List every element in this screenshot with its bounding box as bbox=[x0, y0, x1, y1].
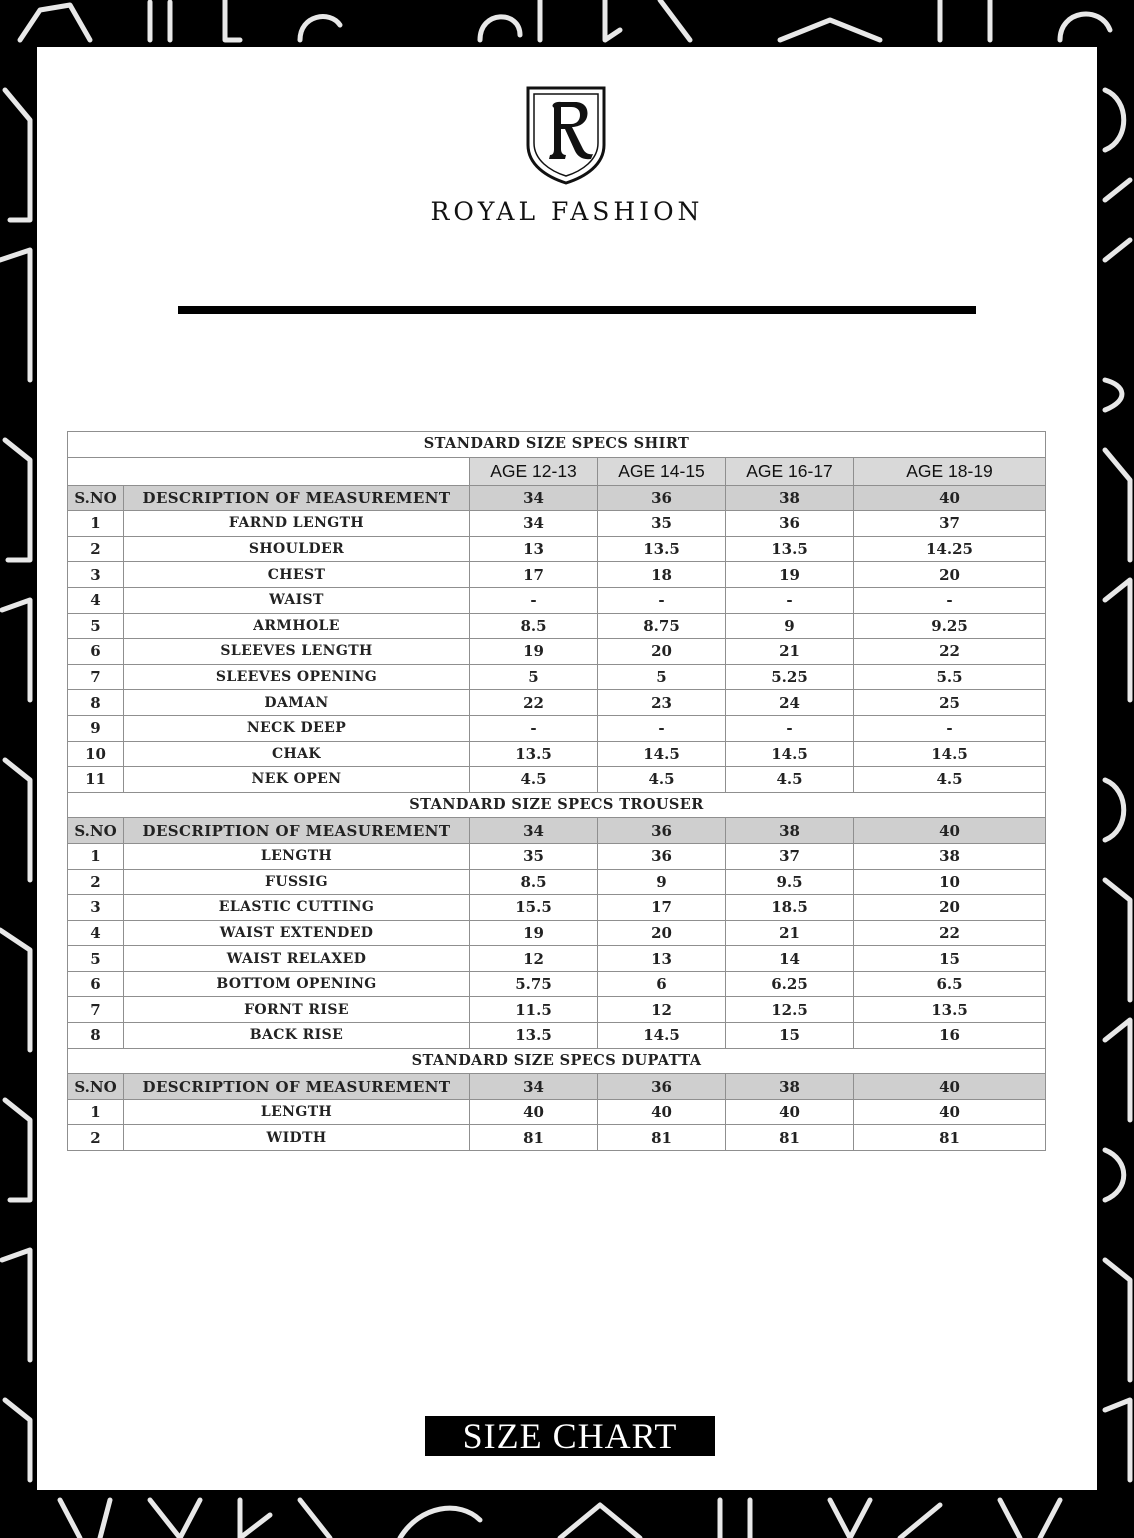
age-header-row bbox=[68, 457, 1046, 485]
serial-number: 1 bbox=[68, 1099, 124, 1125]
column-header: 34 bbox=[470, 1074, 598, 1100]
age-header: AGE 12-13 bbox=[470, 457, 598, 485]
measurement-description: LENGTH bbox=[124, 1099, 470, 1125]
measurement-value: 14.5 bbox=[598, 741, 726, 767]
serial-number: 2 bbox=[68, 1125, 124, 1151]
column-header: 40 bbox=[854, 818, 1046, 844]
measurement-value: 4.5 bbox=[726, 767, 854, 793]
column-header: DESCRIPTION OF MEASUREMENT bbox=[124, 485, 470, 511]
serial-number: 1 bbox=[68, 843, 124, 869]
measurement-value: 81 bbox=[726, 1125, 854, 1151]
table-row bbox=[68, 587, 1046, 613]
measurement-value: 8.5 bbox=[470, 869, 598, 895]
table-row bbox=[68, 767, 1046, 793]
measurement-value: 5 bbox=[598, 664, 726, 690]
measurement-value: 13.5 bbox=[854, 997, 1046, 1023]
size-chart-sheet bbox=[37, 47, 1097, 1490]
brand-name: ROYAL FASHION bbox=[430, 197, 704, 226]
measurement-value: 4.5 bbox=[598, 767, 726, 793]
serial-number: 5 bbox=[68, 946, 124, 972]
measurement-value: 19 bbox=[726, 562, 854, 588]
table-row bbox=[68, 511, 1046, 537]
table-row bbox=[68, 971, 1046, 997]
column-header-row bbox=[68, 485, 1046, 511]
table-row bbox=[68, 1125, 1046, 1151]
table-row bbox=[68, 536, 1046, 562]
age-header: AGE 14-15 bbox=[598, 457, 726, 485]
serial-number: 8 bbox=[68, 690, 124, 716]
measurement-value: 37 bbox=[854, 511, 1046, 537]
table-row bbox=[68, 895, 1046, 921]
measurement-description: CHAK bbox=[124, 741, 470, 767]
measurement-value: 13 bbox=[598, 946, 726, 972]
section-title: STANDARD SIZE SPECS SHIRT bbox=[68, 432, 1046, 458]
measurement-value: 8.75 bbox=[598, 613, 726, 639]
measurement-value: 8.5 bbox=[470, 613, 598, 639]
royal-fashion-crest-logo bbox=[525, 85, 607, 185]
table-row bbox=[68, 997, 1046, 1023]
measurement-value: 23 bbox=[598, 690, 726, 716]
measurement-value: 15 bbox=[854, 946, 1046, 972]
measurement-value: 4.5 bbox=[854, 767, 1046, 793]
column-header: 34 bbox=[470, 818, 598, 844]
measurement-value: 14.5 bbox=[854, 741, 1046, 767]
serial-number: 1 bbox=[68, 511, 124, 537]
measurement-value: 15 bbox=[726, 1023, 854, 1049]
serial-number: 2 bbox=[68, 869, 124, 895]
column-header: 40 bbox=[854, 1074, 1046, 1100]
measurement-description: WIDTH bbox=[124, 1125, 470, 1151]
measurement-value: 81 bbox=[598, 1125, 726, 1151]
measurement-value: 14.5 bbox=[726, 741, 854, 767]
measurement-value: 13 bbox=[470, 536, 598, 562]
measurement-value: 14.25 bbox=[854, 536, 1046, 562]
divider-rule bbox=[178, 306, 976, 314]
serial-number: 8 bbox=[68, 1023, 124, 1049]
size-spec-table bbox=[67, 431, 1046, 1151]
measurement-value: - bbox=[470, 587, 598, 613]
section-title: STANDARD SIZE SPECS DUPATTA bbox=[68, 1048, 1046, 1074]
measurement-description: BOTTOM OPENING bbox=[124, 971, 470, 997]
measurement-value: 36 bbox=[598, 843, 726, 869]
section-title-row bbox=[68, 432, 1046, 458]
measurement-description: FUSSIG bbox=[124, 869, 470, 895]
column-header: 36 bbox=[598, 1074, 726, 1100]
measurement-description: WAIST RELAXED bbox=[124, 946, 470, 972]
measurement-description: BACK RISE bbox=[124, 1023, 470, 1049]
measurement-value: - bbox=[854, 715, 1046, 741]
serial-number: 10 bbox=[68, 741, 124, 767]
measurement-value: 34 bbox=[470, 511, 598, 537]
column-header-row bbox=[68, 1074, 1046, 1100]
measurement-description: SLEEVES LENGTH bbox=[124, 639, 470, 665]
measurement-value: 13.5 bbox=[470, 741, 598, 767]
measurement-value: 4.5 bbox=[470, 767, 598, 793]
age-header: AGE 18-19 bbox=[854, 457, 1046, 485]
measurement-description: FORNT RISE bbox=[124, 997, 470, 1023]
table-row bbox=[68, 946, 1046, 972]
section-title: STANDARD SIZE SPECS TROUSER bbox=[68, 792, 1046, 818]
measurement-value: 18 bbox=[598, 562, 726, 588]
measurement-value: 20 bbox=[854, 562, 1046, 588]
measurement-value: 17 bbox=[470, 562, 598, 588]
measurement-value: 9.5 bbox=[726, 869, 854, 895]
serial-number: 11 bbox=[68, 767, 124, 793]
measurement-value: - bbox=[726, 587, 854, 613]
serial-number: 3 bbox=[68, 895, 124, 921]
measurement-value: 22 bbox=[854, 639, 1046, 665]
table-row bbox=[68, 1023, 1046, 1049]
measurement-value: 20 bbox=[598, 920, 726, 946]
measurement-description: SLEEVES OPENING bbox=[124, 664, 470, 690]
measurement-value: 12.5 bbox=[726, 997, 854, 1023]
measurement-value: 5 bbox=[470, 664, 598, 690]
table-row bbox=[68, 1099, 1046, 1125]
column-header: 38 bbox=[726, 1074, 854, 1100]
serial-number: 6 bbox=[68, 971, 124, 997]
column-header: 38 bbox=[726, 818, 854, 844]
table-row bbox=[68, 843, 1046, 869]
measurement-value: 6.5 bbox=[854, 971, 1046, 997]
measurement-value: 13.5 bbox=[726, 536, 854, 562]
table-row bbox=[68, 664, 1046, 690]
measurement-value: 14.5 bbox=[598, 1023, 726, 1049]
measurement-description: ELASTIC CUTTING bbox=[124, 895, 470, 921]
measurement-value: 18.5 bbox=[726, 895, 854, 921]
table-row bbox=[68, 920, 1046, 946]
measurement-description: NEK OPEN bbox=[124, 767, 470, 793]
measurement-value: 6 bbox=[598, 971, 726, 997]
measurement-value: 25 bbox=[854, 690, 1046, 716]
section-title-row bbox=[68, 1048, 1046, 1074]
measurement-description: LENGTH bbox=[124, 843, 470, 869]
measurement-value: 5.25 bbox=[726, 664, 854, 690]
measurement-value: 9 bbox=[726, 613, 854, 639]
measurement-value: 21 bbox=[726, 920, 854, 946]
size-chart-label: SIZE CHART bbox=[425, 1416, 715, 1456]
measurement-value: 22 bbox=[470, 690, 598, 716]
measurement-value: 40 bbox=[726, 1099, 854, 1125]
measurement-value: 13.5 bbox=[470, 1023, 598, 1049]
measurement-value: 11.5 bbox=[470, 997, 598, 1023]
measurement-value: - bbox=[854, 587, 1046, 613]
column-header-row bbox=[68, 818, 1046, 844]
serial-number: 4 bbox=[68, 920, 124, 946]
measurement-description: WAIST bbox=[124, 587, 470, 613]
serial-number: 7 bbox=[68, 997, 124, 1023]
measurement-value: 36 bbox=[726, 511, 854, 537]
table-row bbox=[68, 741, 1046, 767]
measurement-value: 17 bbox=[598, 895, 726, 921]
measurement-value: 12 bbox=[470, 946, 598, 972]
measurement-value: 15.5 bbox=[470, 895, 598, 921]
table-row bbox=[68, 715, 1046, 741]
column-header: 36 bbox=[598, 485, 726, 511]
column-header: DESCRIPTION OF MEASUREMENT bbox=[124, 818, 470, 844]
measurement-value: 19 bbox=[470, 639, 598, 665]
measurement-value: 20 bbox=[598, 639, 726, 665]
table-row bbox=[68, 613, 1046, 639]
serial-number: 9 bbox=[68, 715, 124, 741]
measurement-value: 6.25 bbox=[726, 971, 854, 997]
measurement-value: 40 bbox=[598, 1099, 726, 1125]
table-row bbox=[68, 562, 1046, 588]
measurement-description: FARND LENGTH bbox=[124, 511, 470, 537]
measurement-value: 81 bbox=[470, 1125, 598, 1151]
measurement-value: 20 bbox=[854, 895, 1046, 921]
measurement-description: CHEST bbox=[124, 562, 470, 588]
column-header: 34 bbox=[470, 485, 598, 511]
measurement-value: 9 bbox=[598, 869, 726, 895]
measurement-value: - bbox=[598, 715, 726, 741]
measurement-value: - bbox=[470, 715, 598, 741]
measurement-value: 9.25 bbox=[854, 613, 1046, 639]
measurement-value: - bbox=[598, 587, 726, 613]
measurement-value: 35 bbox=[470, 843, 598, 869]
measurement-value: 10 bbox=[854, 869, 1046, 895]
column-header: 38 bbox=[726, 485, 854, 511]
serial-number: 4 bbox=[68, 587, 124, 613]
table-row bbox=[68, 690, 1046, 716]
measurement-value: 13.5 bbox=[598, 536, 726, 562]
serial-number: 3 bbox=[68, 562, 124, 588]
column-header: DESCRIPTION OF MEASUREMENT bbox=[124, 1074, 470, 1100]
column-header: S.NO bbox=[68, 1074, 124, 1100]
blank-cell bbox=[68, 457, 470, 485]
measurement-value: 81 bbox=[854, 1125, 1046, 1151]
serial-number: 6 bbox=[68, 639, 124, 665]
measurement-value: 24 bbox=[726, 690, 854, 716]
measurement-value: 5.75 bbox=[470, 971, 598, 997]
serial-number: 2 bbox=[68, 536, 124, 562]
measurement-description: SHOULDER bbox=[124, 536, 470, 562]
measurement-value: 21 bbox=[726, 639, 854, 665]
measurement-description: DAMAN bbox=[124, 690, 470, 716]
measurement-value: 40 bbox=[470, 1099, 598, 1125]
measurement-value: 14 bbox=[726, 946, 854, 972]
column-header: 36 bbox=[598, 818, 726, 844]
measurement-value: 16 bbox=[854, 1023, 1046, 1049]
measurement-value: 22 bbox=[854, 920, 1046, 946]
measurement-value: 35 bbox=[598, 511, 726, 537]
measurement-value: - bbox=[726, 715, 854, 741]
table-row bbox=[68, 869, 1046, 895]
measurement-description: NECK DEEP bbox=[124, 715, 470, 741]
serial-number: 7 bbox=[68, 664, 124, 690]
measurement-description: ARMHOLE bbox=[124, 613, 470, 639]
section-title-row bbox=[68, 792, 1046, 818]
measurement-value: 19 bbox=[470, 920, 598, 946]
measurement-value: 37 bbox=[726, 843, 854, 869]
table-row bbox=[68, 639, 1046, 665]
measurement-value: 12 bbox=[598, 997, 726, 1023]
measurement-value: 38 bbox=[854, 843, 1046, 869]
column-header: 40 bbox=[854, 485, 1046, 511]
column-header: S.NO bbox=[68, 485, 124, 511]
column-header: S.NO bbox=[68, 818, 124, 844]
measurement-value: 5.5 bbox=[854, 664, 1046, 690]
age-header: AGE 16-17 bbox=[726, 457, 854, 485]
serial-number: 5 bbox=[68, 613, 124, 639]
measurement-description: WAIST EXTENDED bbox=[124, 920, 470, 946]
measurement-value: 40 bbox=[854, 1099, 1046, 1125]
